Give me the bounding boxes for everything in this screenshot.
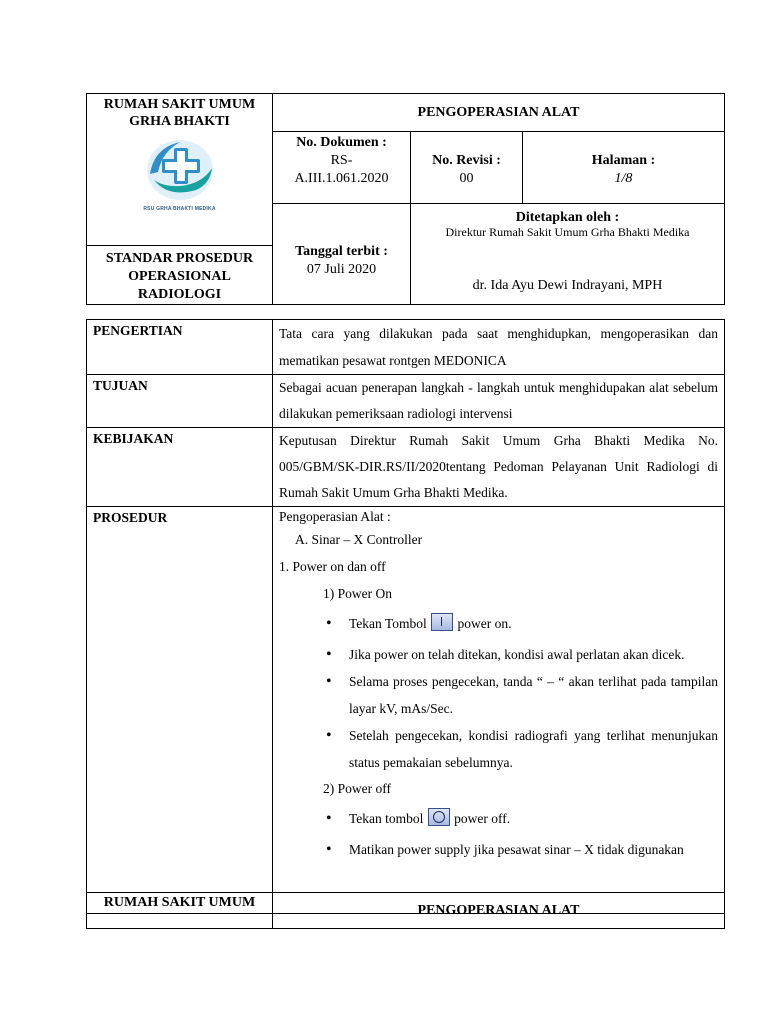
on-bullet-3: • Selama proses pengecekan, tanda “ – “ akan terlihat pada tampilan layar kV, mAs/Sec.: [279, 668, 718, 722]
logo-caption: RSU GRHA BHAKTI MEDIKA: [143, 206, 216, 212]
procedure-step-1: 1. Power on dan off: [279, 559, 386, 574]
no-revisi-label: No. Revisi :: [432, 153, 501, 168]
halaman-label: Halaman :: [591, 153, 656, 168]
power-on-button-icon: [431, 613, 453, 631]
no-dokumen-value-2: A.III.1.061.2020: [294, 171, 389, 186]
kebijakan-label: KEBIJAKAN: [87, 428, 273, 507]
pengertian-label: PENGERTIAN: [87, 320, 273, 375]
kebijakan-text: Keputusan Direktur Rumah Sakit Umum Grha Bhakti Medika No. 005/GBM/SK-DIR.RS/II/2020tentang Pedoman Pelayanan Unit Radiologi di Rumah Sakit Umum Grha Bhakti Medika.: [273, 428, 725, 507]
power-on-heading: 1) Power On: [323, 586, 392, 601]
ditetapkan-cell: [411, 204, 725, 305]
power-off-heading: 2) Power off: [323, 781, 391, 796]
prosedur-label: PROSEDUR: [87, 507, 273, 914]
pengertian-text: Tata cara yang dilakukan pada saat menghidupkan, mengoperasikan dan mematikan pesawat rontgen MEDONICA: [273, 320, 725, 375]
tanggal-label: Tanggal terbit :: [295, 244, 388, 259]
sop-line1: STANDAR PROSEDUR: [105, 251, 254, 266]
ditetapkan-label: Ditetapkan oleh :: [515, 210, 620, 225]
hospital-name-line2: GRHA BHAKTI: [129, 114, 230, 129]
no-revisi-value: 00: [459, 171, 474, 186]
no-dokumen-cell: [273, 132, 411, 204]
sop-content-table: [86, 319, 725, 914]
on-bullet-1-post: power on.: [457, 616, 512, 631]
off-bullet-1: [279, 802, 718, 836]
sop-line3: RADIOLOGI: [137, 287, 222, 302]
on-bullet-2: • Jika power on telah ditekan, kondisi awal perlatan akan dicek.: [279, 641, 718, 668]
off-bullet-1-post: power off.: [454, 811, 511, 826]
tujuan-label: TUJUAN: [87, 375, 273, 428]
no-dokumen-label: No. Dokumen :: [296, 135, 387, 150]
document-header-table: [86, 93, 725, 305]
footer-doc-title: PENGOPERASIAN ALAT: [273, 893, 725, 929]
doc-title: PENGOPERASIAN ALAT: [417, 104, 580, 120]
no-dokumen-value-1: RS-: [330, 153, 353, 168]
procedure-intro: Pengoperasian Alat :: [279, 509, 391, 524]
signatory-name: dr. Ida Ayu Dewi Indrayani, MPH: [472, 278, 663, 293]
off-bullet-1-pre: Tekan tombol: [349, 811, 424, 826]
off-bullet-2: • Matikan power supply jika pesawat sinar – X tidak digunakan: [279, 836, 718, 863]
sop-line2: OPERASIONAL: [128, 269, 231, 284]
on-bullet-1-pre: Tekan Tombol: [349, 616, 427, 631]
tanggal-cell: [273, 204, 411, 305]
procedure-sub-a: A. Sinar – X Controller: [295, 532, 423, 547]
footer-hospital-name: RUMAH SAKIT UMUM: [87, 893, 273, 929]
tujuan-text: Sebagai acuan penerapan langkah - langkah untuk menghidupakan alat sebelum dilakukan pemeriksaan radiologi intervensi: [273, 375, 725, 428]
power-off-button-icon: [428, 808, 450, 826]
prosedur-content: [273, 507, 725, 914]
hospital-name-line1: RUMAH SAKIT UMUM: [103, 97, 256, 112]
ditetapkan-by: Direktur Rumah Sakit Umum Grha Bhakti Medika: [445, 225, 690, 239]
on-bullet-1: [279, 607, 718, 641]
next-page-header-table: [86, 892, 725, 929]
sop-title-cell: [87, 246, 273, 305]
no-revisi-cell: [411, 132, 523, 204]
tanggal-value: 07 Juli 2020: [306, 262, 377, 277]
hospital-cross-logo-icon: [140, 138, 220, 204]
doc-title-cell: [273, 94, 725, 132]
hospital-identity-cell: [87, 94, 273, 246]
halaman-cell: [523, 132, 725, 204]
halaman-value: 1/8: [614, 171, 633, 186]
hospital-logo: [140, 138, 220, 210]
on-bullet-4: • Setelah pengecekan, kondisi radiografi yang terlihat menunjukan status pemakaian sebelumnya.: [279, 722, 718, 776]
